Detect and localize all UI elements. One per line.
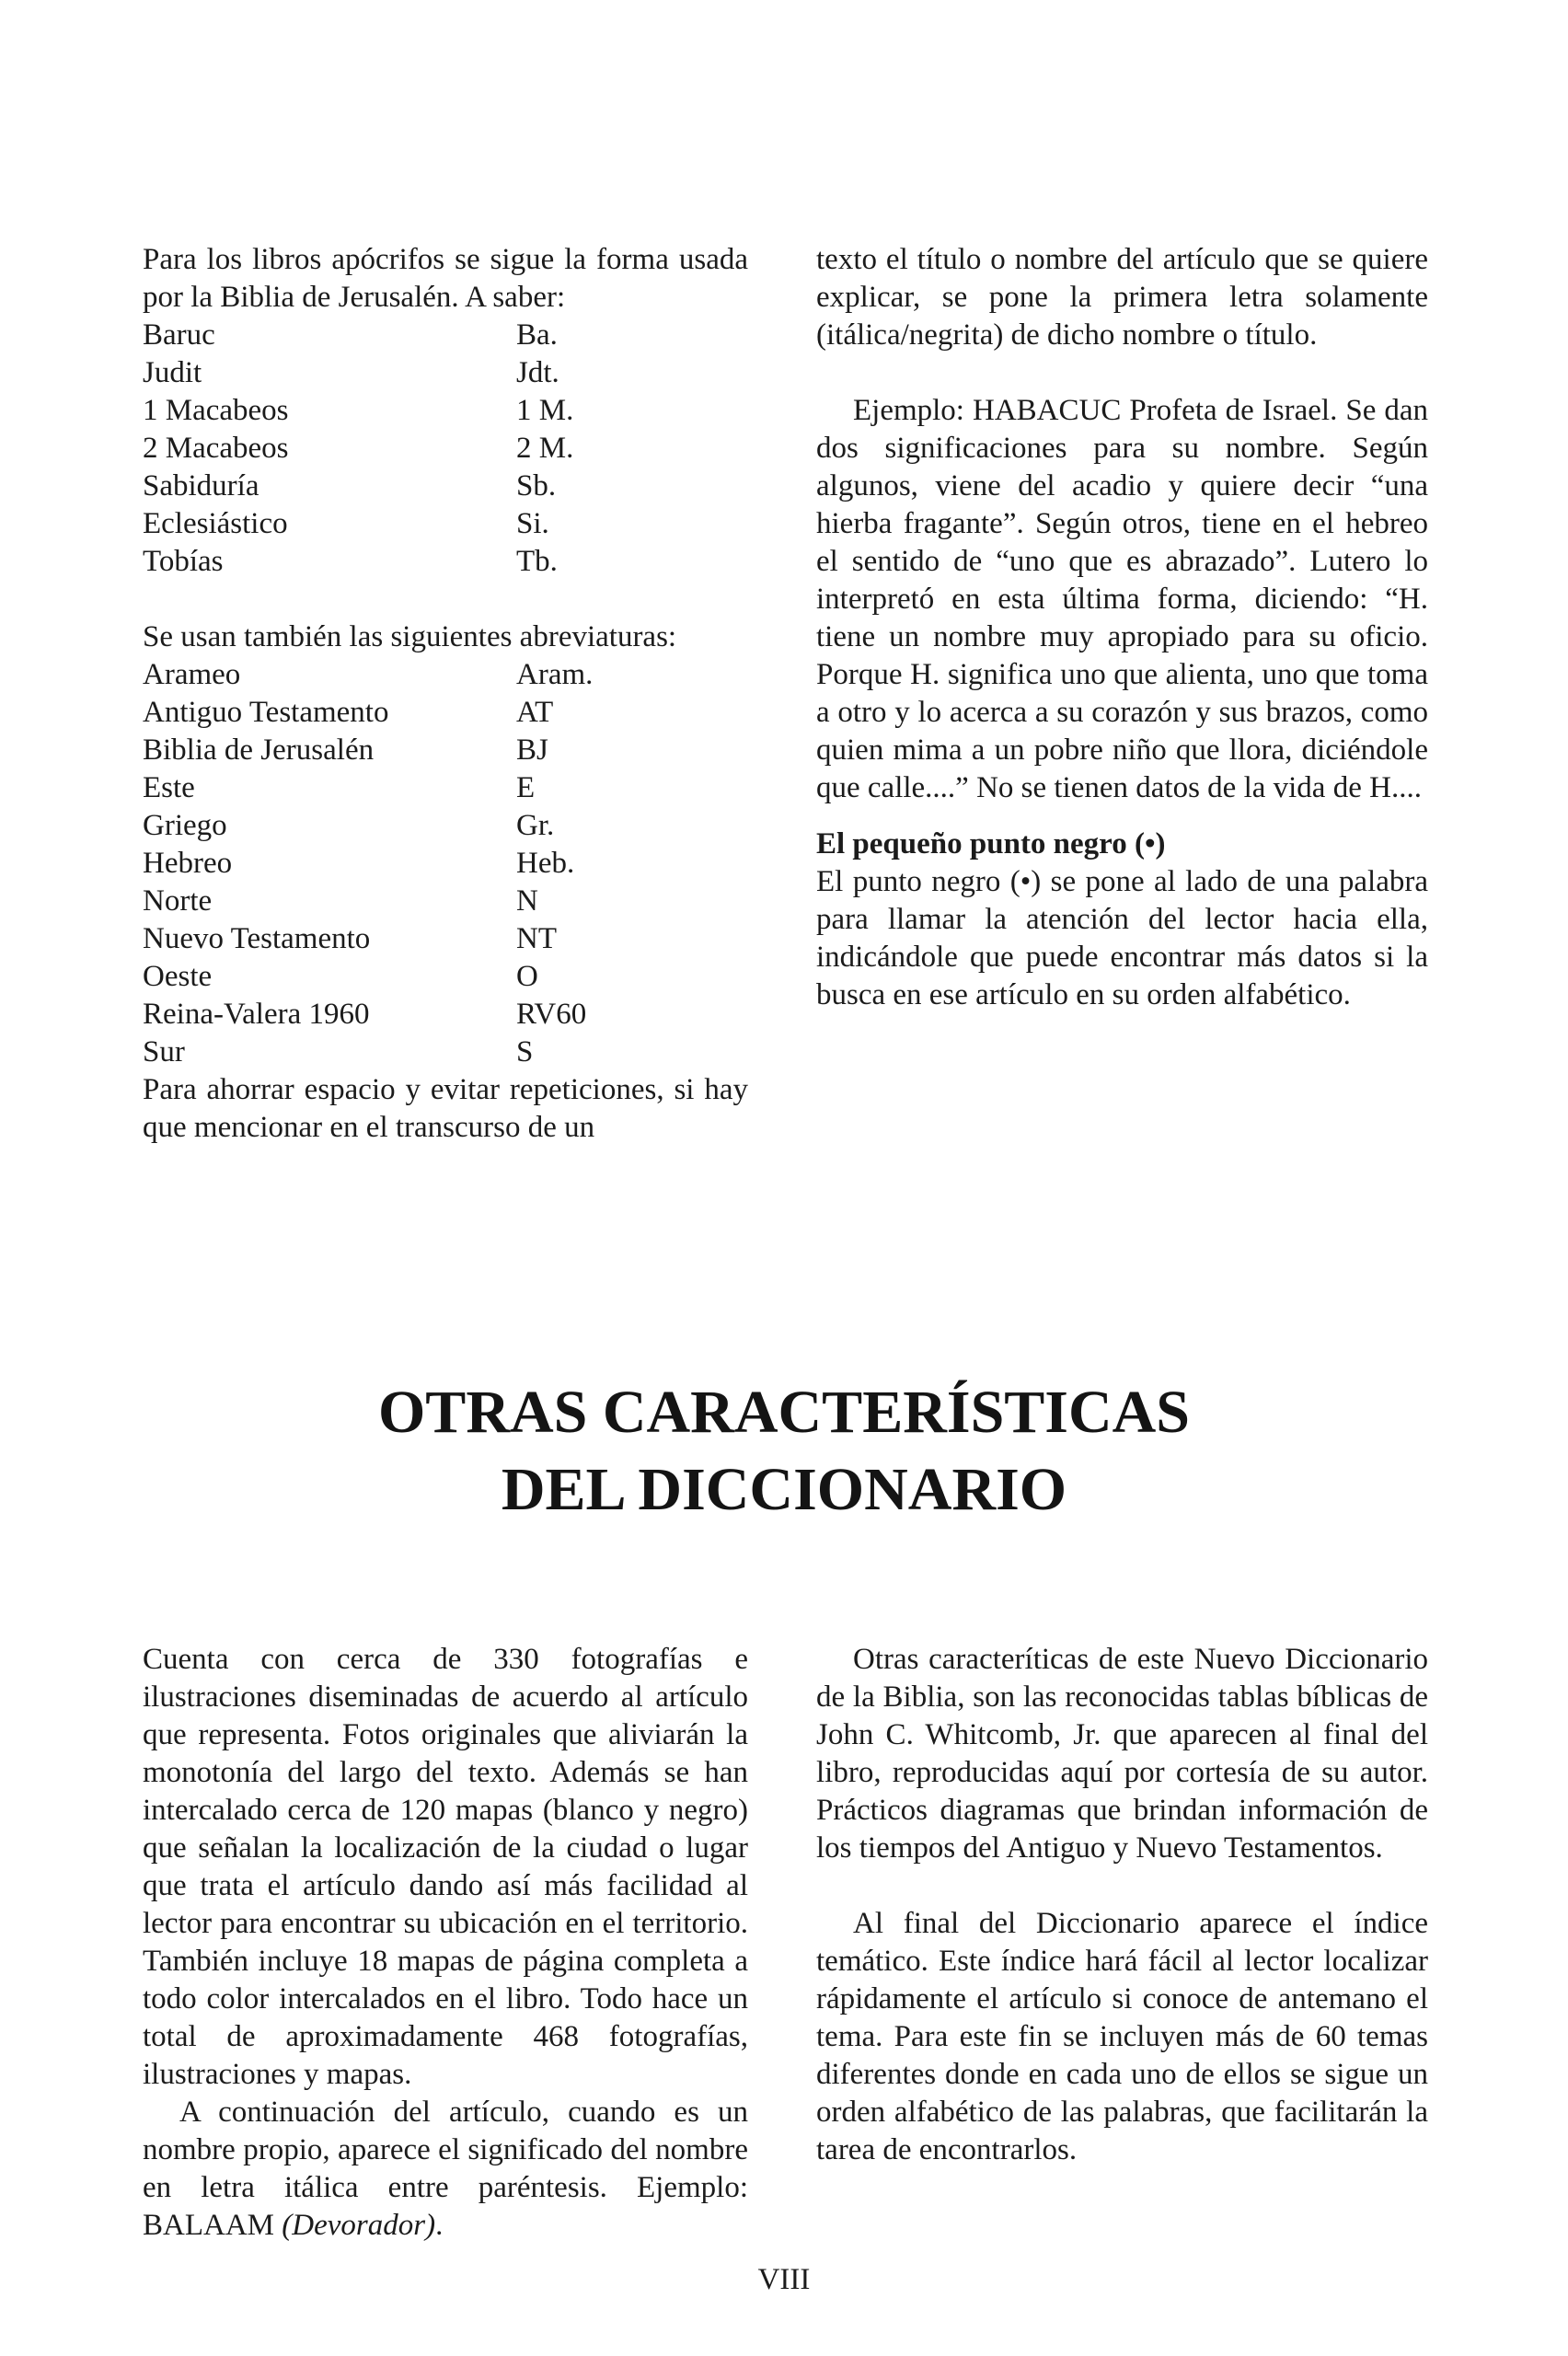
abbr-row bbox=[143, 505, 748, 543]
continuation-paragraph: texto el título o nombre del artículo que se quiere explicar, se pone la primera letra solamente (itálica/negrita) de dicho nombre o título. bbox=[816, 243, 1428, 352]
bottom-left-column bbox=[143, 1641, 748, 2245]
space-saving-note: Para ahorrar espacio y evitar repeticiones, si hay que mencionar en el transcurso de un bbox=[143, 1073, 748, 1144]
abbr-full: Reina-Valera 1960 bbox=[143, 998, 370, 1031]
abbr-short: S bbox=[516, 1035, 534, 1068]
abbr-full: Antiguo Testamento bbox=[143, 696, 389, 729]
abbr-short: Si. bbox=[516, 507, 549, 540]
abbr-short: NT bbox=[516, 922, 557, 955]
abbr-row bbox=[143, 1034, 748, 1071]
abbr-short: BJ bbox=[516, 733, 548, 767]
whitcomb-tables-paragraph: Otras caracteríticas de este Nuevo Diccionario de la Biblia, son las reconocidas tablas bíblicas de John C. Whitcomb, Jr. que aparecen al final del libro, reproducidas aquí por cortesía de su autor. Prácticos diagramas que brindan información de los tiempos del Antiguo y Nuevo Testamentos. bbox=[816, 1643, 1428, 1865]
abbr-row bbox=[143, 354, 748, 392]
spacer bbox=[816, 1867, 1428, 1905]
abbr-row bbox=[143, 317, 748, 354]
abbr-row bbox=[143, 920, 748, 958]
abbr-row bbox=[143, 694, 748, 732]
abbr-row bbox=[143, 883, 748, 920]
abbr-full: Biblia de Jerusalén bbox=[143, 733, 375, 767]
abbr-short: N bbox=[516, 884, 538, 918]
abbr-full: Arameo bbox=[143, 658, 241, 691]
abbr-full: Oeste bbox=[143, 960, 213, 993]
spacer bbox=[143, 581, 748, 618]
abbr-row bbox=[143, 996, 748, 1034]
abbr-row bbox=[143, 468, 748, 505]
abbr-full: 1 Macabeos bbox=[143, 394, 289, 427]
abbr-short: Gr. bbox=[516, 809, 555, 842]
section-title-line-2: DEL DICCIONARIO bbox=[501, 1456, 1067, 1523]
abbr-full: Nuevo Testamento bbox=[143, 922, 371, 955]
abbr-row bbox=[143, 807, 748, 845]
abbr-full: Hebreo bbox=[143, 847, 233, 880]
abbreviations-list bbox=[143, 656, 748, 1071]
name-meaning-paragraph bbox=[143, 2094, 748, 2245]
abbr-row bbox=[143, 392, 748, 430]
abbr-full: Griego bbox=[143, 809, 227, 842]
abbr-row bbox=[143, 656, 748, 694]
abbr-short: Aram. bbox=[516, 658, 594, 691]
black-dot-heading: El pequeño punto negro (•) bbox=[816, 827, 1166, 860]
abbr-row bbox=[143, 732, 748, 769]
abbr-short: Ba. bbox=[516, 318, 558, 352]
abbr-full: 2 Macabeos bbox=[143, 432, 289, 465]
abbr-short: O bbox=[516, 960, 538, 993]
abbr-full: Sur bbox=[143, 1035, 185, 1068]
spacer bbox=[816, 354, 1428, 392]
name-meaning-italic: (Devorador) bbox=[282, 2209, 436, 2242]
bottom-right-column bbox=[816, 1641, 1428, 2169]
abbr-row bbox=[143, 543, 748, 581]
illustrations-paragraph: Cuenta con cerca de 330 fotografías e ilustraciones diseminadas de acuerdo al artículo que representa. Fotos originales que aliviarán la monotonía del largo del texto. Además se han intercalado cerca de 120 mapas (blanco y negro) que señalan la localización de la ciudad o lugar que trata el artículo dando así más facilidad al lector para encontrar su ubicación en el territorio. También incluye 18 mapas de página completa a todo color intercalados en el libro. Todo hace un total de aproximadamente 468 fotografías, ilustraciones y mapas. bbox=[143, 1643, 748, 2091]
apocrypha-list bbox=[143, 317, 748, 581]
abbr-full: Norte bbox=[143, 884, 213, 918]
top-left-column bbox=[143, 241, 748, 1147]
abbr-short: 2 M. bbox=[516, 432, 574, 465]
abbr-short: RV60 bbox=[516, 998, 587, 1031]
apocrypha-intro: Para los libros apócrifos se sigue la forma usada por la Biblia de Jerusalén. A saber: bbox=[143, 243, 748, 314]
abbr-short: Heb. bbox=[516, 847, 575, 880]
abbr-short: E bbox=[516, 771, 536, 804]
abbr-short: Jdt. bbox=[516, 356, 559, 389]
abbr-row bbox=[143, 769, 748, 807]
abbr-full: Tobías bbox=[143, 545, 224, 578]
abbr-full: Este bbox=[143, 771, 195, 804]
abbr-row bbox=[143, 958, 748, 996]
abbr-row bbox=[143, 430, 748, 468]
section-title-line-1: OTRAS CARACTERÍSTICAS bbox=[377, 1379, 1191, 1446]
abbr-short: AT bbox=[516, 696, 554, 729]
name-meaning-text: A continuación del artículo, cuando es un nombre propio, aparece el significado del nombre en letra itálica entre paréntesis. Ejemplo: BALAAM bbox=[143, 2096, 748, 2242]
abbr-full: Judit bbox=[143, 356, 202, 389]
section-title bbox=[0, 1374, 1568, 1529]
abbr-short: Tb. bbox=[516, 545, 558, 578]
abbr-full: Baruc bbox=[143, 318, 215, 352]
abbr-row bbox=[143, 845, 748, 883]
thematic-index-paragraph: Al final del Diccionario aparece el índice temático. Este índice hará fácil al lector localizar rápidamente el artículo si conoce de antemano el tema. Para este fin se incluyen más de 60 temas diferentes donde en cada uno de ellos se sigue un orden alfabético de las palabras, que facilitarán la tarea de encontrarlos. bbox=[816, 1907, 1428, 2166]
abbr-full: Eclesiástico bbox=[143, 507, 288, 540]
abbreviations-intro: Se usan también las siguientes abreviaturas: bbox=[143, 620, 677, 653]
name-meaning-end: . bbox=[435, 2209, 444, 2242]
abbr-full: Sabiduría bbox=[143, 469, 259, 502]
habacuc-example: Ejemplo: HABACUC Profeta de Israel. Se dan dos significaciones para su nombre. Según algunos, viene del acadio y quiere decir “una hierba fragante”. Según otros, tiene en el hebreo el sentido de “uno que es abrazado”. Lutero lo interpretó en esta última forma, diciendo: “H. tiene un nombre muy apropiado para su oficio. Porque H. significa uno que alienta, uno que toma a otro y lo acerca a su corazón y sus brazos, como quien mima a un pobre niño que llora, diciéndole que calle....” No se tienen datos de la vida de H.... bbox=[816, 394, 1428, 804]
black-dot-paragraph: El punto negro (•) se pone al lado de una palabra para llamar la atención del lector hacia ella, indicándole que puede encontrar más datos si la busca en ese artículo en su orden alfabético. bbox=[816, 865, 1428, 1011]
page-number: VIII bbox=[757, 2263, 811, 2296]
abbr-short: Sb. bbox=[516, 469, 557, 502]
abbr-short: 1 M. bbox=[516, 394, 574, 427]
spacer bbox=[816, 807, 1428, 826]
top-right-column bbox=[816, 241, 1428, 1014]
